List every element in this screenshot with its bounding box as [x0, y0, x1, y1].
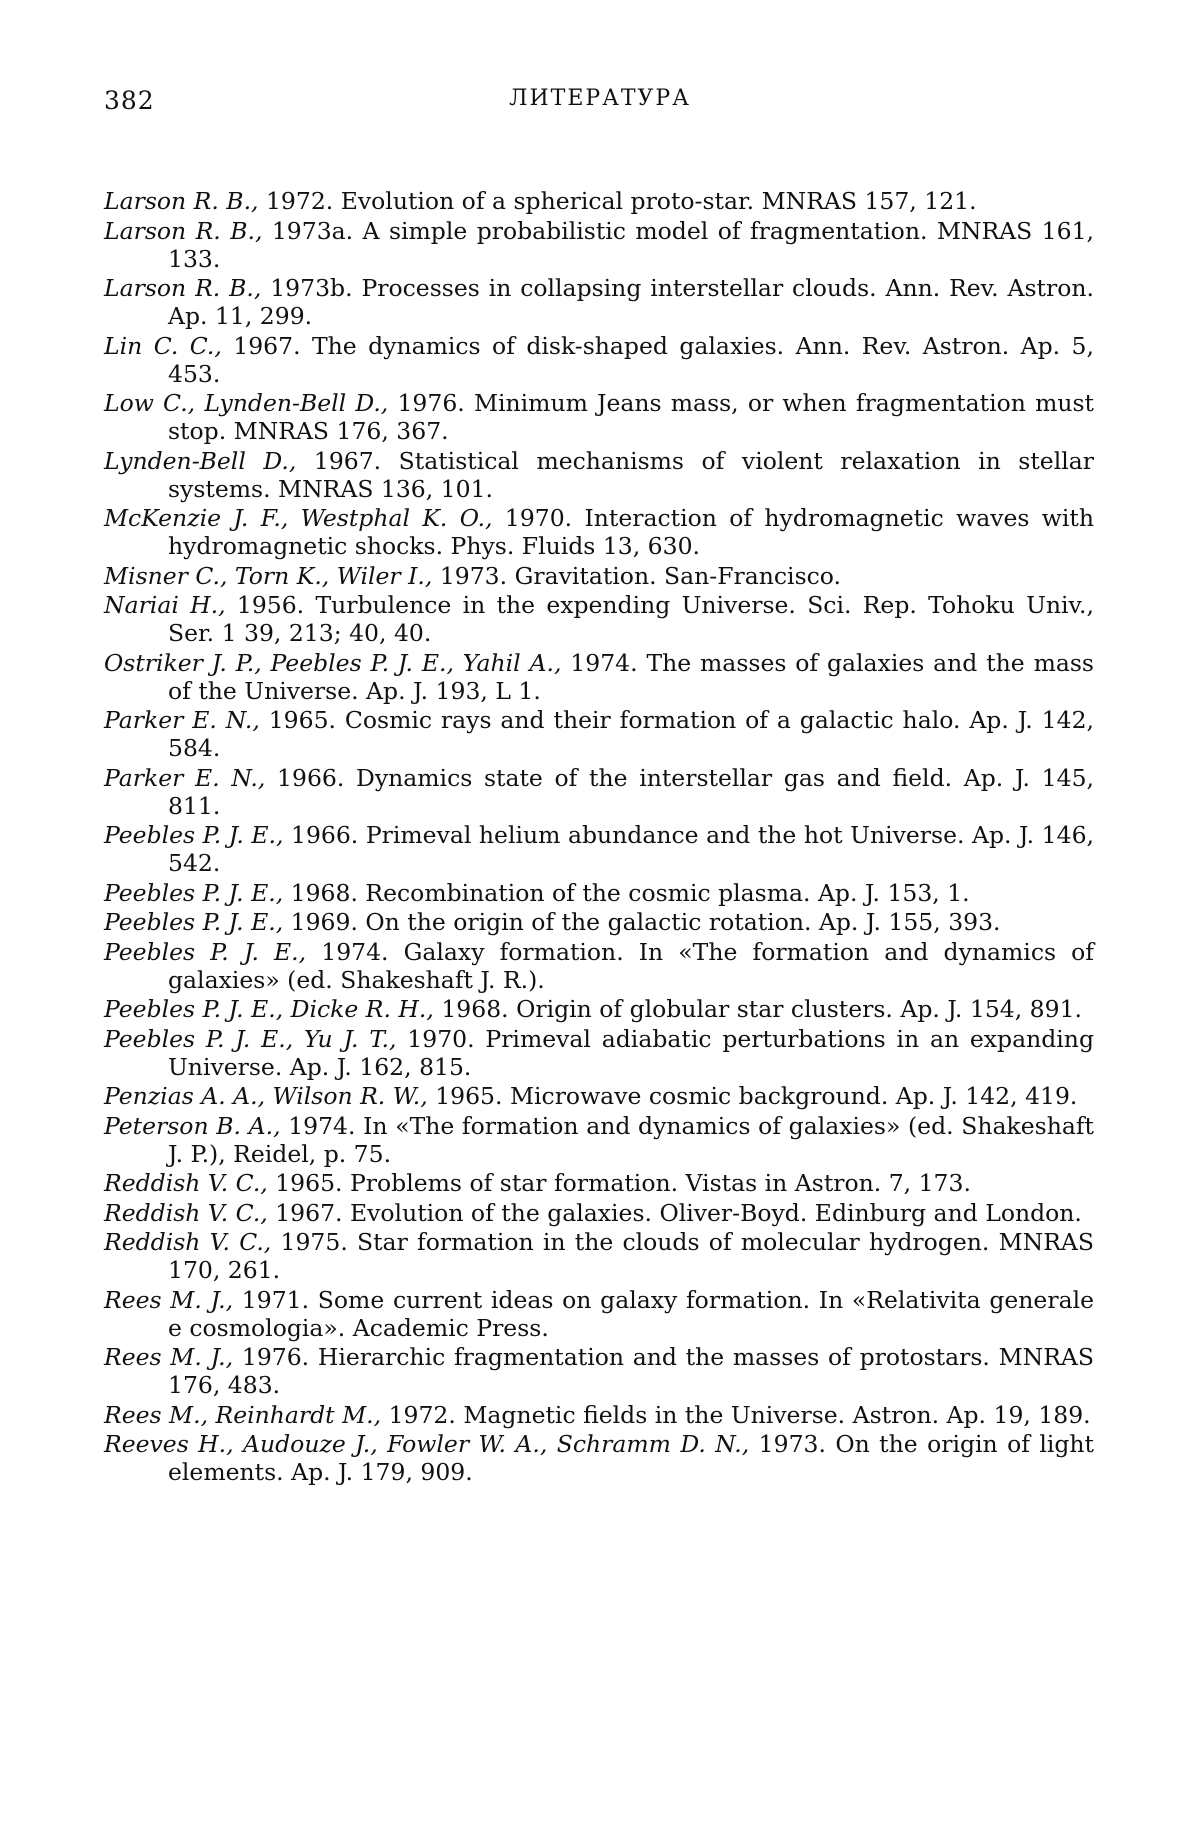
reference-authors: Parker E. N.,: [104, 706, 260, 734]
reference-authors: Penzias A. A., Wilson R. W.,: [104, 1082, 428, 1110]
reference-entry: [104, 447, 1094, 503]
reference-details: 1966. Primeval helium abundance and the hot Universe. Ap. J. 146, 542.: [168, 821, 1094, 877]
reference-details: 1968. Origin of globular star clusters. Ap. J. 154, 891.: [433, 995, 1082, 1023]
reference-entry: [104, 649, 1094, 705]
reference-details: 1965. Cosmic rays and their formation of a galactic halo. Ap. J. 142, 584.: [168, 706, 1094, 762]
reference-entry: [104, 1082, 1094, 1110]
reference-authors: Peebles P. J. E., Yu J. T.,: [104, 1024, 397, 1053]
reference-details: 1972. Evolution of a spherical proto-star. MNRAS 157, 121.: [258, 187, 977, 215]
reference-entry: [104, 504, 1094, 560]
reference-entry: [104, 1430, 1094, 1486]
reference-authors: Peebles P. J. E.,: [104, 908, 284, 936]
reference-entry: [104, 1228, 1094, 1284]
reference-details: 1971. Some current ideas on galaxy formation. In «Relativita generale e cosmologia». Academic Press.: [168, 1285, 1095, 1342]
reference-authors: Lynden-Bell D.,: [104, 446, 297, 475]
reference-authors: Rees M., Reinhardt M.,: [104, 1400, 382, 1429]
reference-authors: Peterson B. A.,: [104, 1111, 281, 1140]
reference-authors: Larson R. B.,: [104, 187, 259, 215]
reference-authors: Parker E. N.,: [104, 763, 266, 792]
reference-entry: [104, 187, 1094, 215]
reference-authors: McKenzie J. F., Westphal K. O.,: [104, 504, 493, 532]
reference-details: 1966. Dynamics state of the interstellar gas and field. Ap. J. 145, 811.: [168, 763, 1094, 820]
reference-entry: [104, 1199, 1094, 1227]
reference-entry: [104, 1025, 1094, 1081]
reference-list: [104, 187, 1094, 1488]
reference-entry: [104, 1112, 1094, 1168]
reference-authors: Rees M. J.,: [104, 1343, 234, 1371]
reference-authors: Peebles P. J. E.,: [104, 878, 284, 907]
reference-details: 1973. On the origin of light elements. Ap. J. 179, 909.: [168, 1430, 1095, 1486]
reference-details: 1975. Star formation in the clouds of molecular hydrogen. MNRAS 170, 261.: [168, 1228, 1094, 1284]
reference-entry: [104, 562, 1094, 590]
reference-entry: [104, 821, 1094, 877]
reference-entry: [104, 389, 1094, 445]
reference-entry: [104, 706, 1094, 762]
reference-details: 1973. Gravitation. San-Francisco.: [432, 561, 841, 590]
reference-authors: Rees M. J.,: [104, 1285, 234, 1314]
page-number: 382: [104, 86, 155, 115]
reference-details: 1976. Minimum Jeans mass, or when fragmentation must stop. MNRAS 176, 367.: [168, 389, 1094, 445]
reference-entry: [104, 995, 1094, 1023]
page-header: [104, 86, 1096, 126]
reference-details: 1967. Statistical mechanisms of violent relaxation in stellar systems. MNRAS 136, 101.: [168, 446, 1094, 503]
reference-details: 1976. Hierarchic fragmentation and the masses of protostars. MNRAS 176, 483.: [168, 1343, 1095, 1399]
reference-entry: [104, 1401, 1094, 1429]
reference-details: 1965. Problems of star formation. Vistas in Astron. 7, 173.: [267, 1169, 971, 1197]
reference-authors: Reddish V. C.,: [104, 1228, 272, 1256]
reference-details: 1969. On the origin of the galactic rotation. Ap. J. 155, 393.: [283, 908, 1001, 936]
reference-authors: Nariai H.,: [104, 591, 226, 619]
reference-entry: [104, 1343, 1094, 1399]
reference-entry: [104, 908, 1094, 936]
reference-entry: [104, 1286, 1094, 1342]
reference-entry: [104, 1169, 1094, 1197]
reference-details: 1970. Primeval adiabatic perturbations in an expanding Universe. Ap. J. 162, 815.: [168, 1024, 1094, 1081]
reference-details: 1967. The dynamics of disk-shaped galaxies. Ann. Rev. Astron. Ap. 5, 453.: [168, 331, 1094, 388]
reference-authors: Reddish V. C.,: [104, 1169, 268, 1197]
reference-details: 1974. Galaxy formation. In «The formation and dynamics of galaxies» (ed. Shakeshaft J. R.).: [168, 937, 1094, 994]
running-title: ЛИТЕРАТУРА: [509, 86, 691, 111]
reference-authors: Peebles P. J. E., Dicke R. H.,: [104, 995, 434, 1023]
reference-authors: Misner C., Torn K., Wiler I.,: [104, 561, 433, 590]
reference-entry: [104, 274, 1094, 330]
reference-authors: Ostriker J. P., Peebles P. J. E., Yahil A.,: [104, 648, 562, 677]
reference-entry: [104, 879, 1094, 907]
reference-authors: Low C., Lynden-Bell D.,: [104, 389, 389, 417]
reference-details: 1973b. Processes in collapsing interstellar clouds. Ann. Rev. Astron. Ap. 11, 299.: [168, 274, 1094, 330]
reference-authors: Reeves H., Audouze J., Fowler W. A., Schramm D. N.,: [104, 1430, 750, 1458]
reference-details: 1974. The masses of galaxies and the mass of the Universe. Ap. J. 193, L 1.: [168, 648, 1094, 705]
reference-details: 1967. Evolution of the galaxies. Oliver-Boyd. Edinburg and London.: [267, 1198, 1082, 1227]
reference-details: 1974. In «The formation and dynamics of galaxies» (ed. Shakeshaft J. P.), Reidel, p. 75.: [168, 1111, 1094, 1168]
reference-details: 1970. Interaction of hydromagnetic waves with hydromagnetic shocks. Phys. Fluids 13, 630.: [168, 504, 1094, 560]
reference-authors: Reddish V. C.,: [104, 1198, 268, 1227]
reference-details: 1973a. A simple probabilistic model of fragmentation. MNRAS 161, 133.: [168, 216, 1094, 273]
reference-entry: [104, 938, 1094, 994]
reference-entry: [104, 764, 1094, 820]
reference-entry: [104, 217, 1094, 273]
reference-authors: Lin C. C.,: [104, 331, 222, 360]
reference-authors: Peebles P. J. E.,: [104, 937, 307, 966]
reference-authors: Larson R. B.,: [104, 274, 262, 302]
reference-details: 1968. Recombination of the cosmic plasma. Ap. J. 153, 1.: [283, 878, 970, 907]
reference-details: 1956. Turbulence in the expending Universe. Sci. Rep. Tohoku Univ., Ser. 1 39, 213; 40, 40.: [168, 591, 1094, 647]
reference-entry: [104, 332, 1094, 388]
reference-authors: Larson R. B.,: [104, 216, 263, 245]
reference-details: 1965. Microwave cosmic background. Ap. J. 142, 419.: [427, 1082, 1078, 1110]
reference-details: 1972. Magnetic fields in the Universe. Astron. Ap. 19, 189.: [381, 1400, 1091, 1429]
reference-entry: [104, 591, 1094, 647]
reference-authors: Peebles P. J. E.,: [104, 821, 284, 849]
